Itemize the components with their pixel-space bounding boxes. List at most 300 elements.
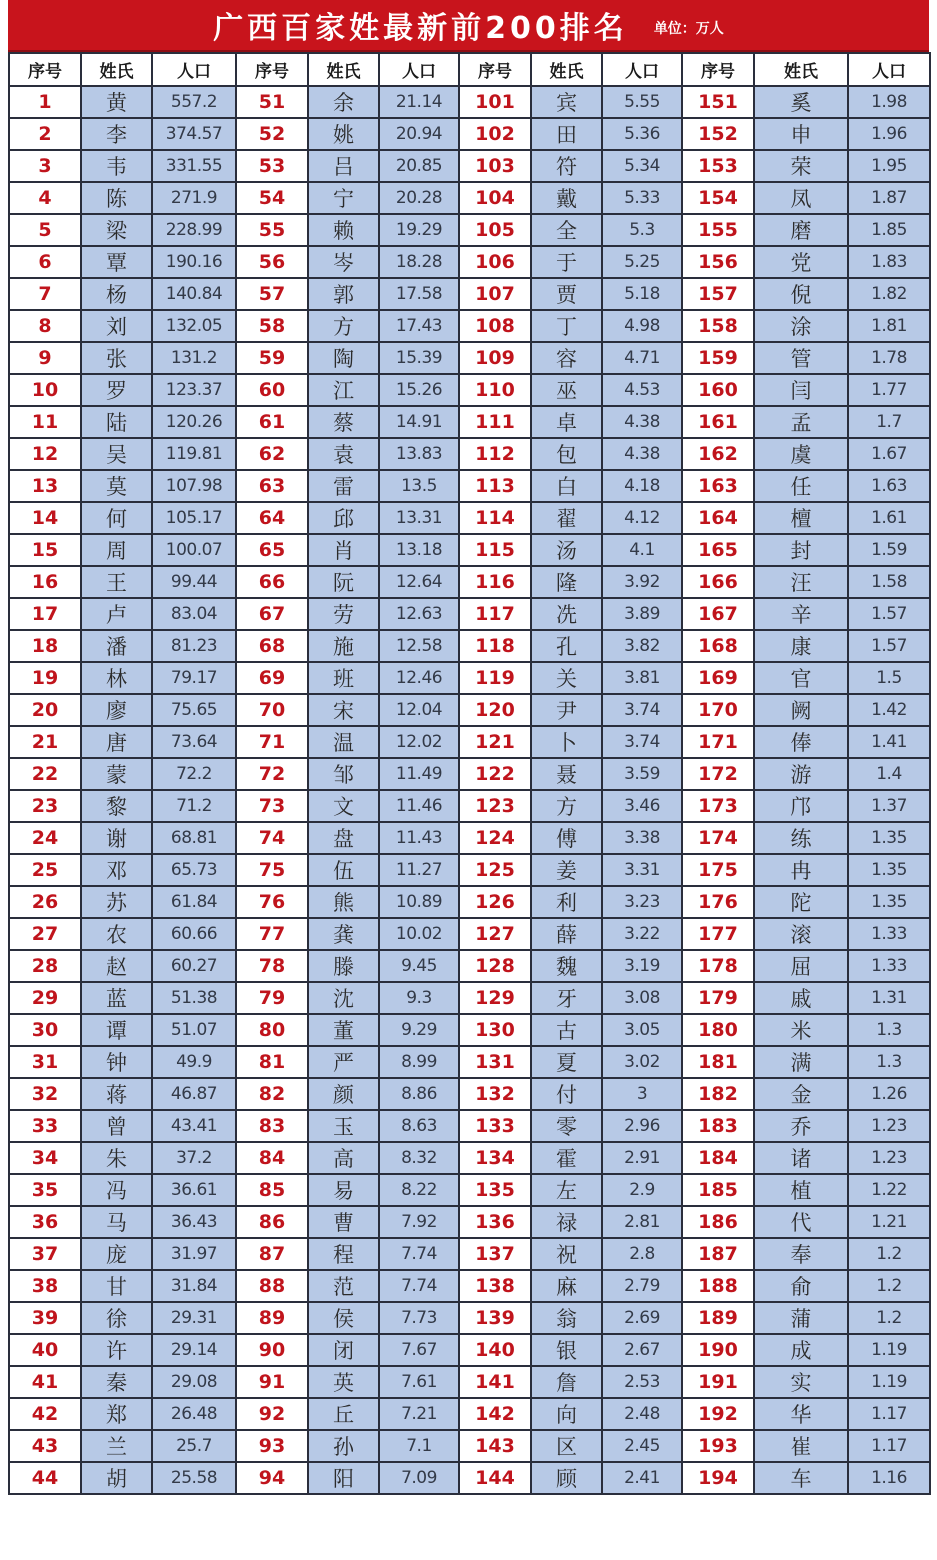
rank-cell: 88 <box>236 1270 308 1302</box>
rank-cell: 60 <box>236 374 308 406</box>
population-cell: 3.02 <box>602 1046 682 1078</box>
population-cell: 13.5 <box>379 470 459 502</box>
population-cell: 123.37 <box>152 374 236 406</box>
table-row <box>9 1462 930 1494</box>
surname-cell: 高 <box>308 1142 379 1174</box>
surname-cell: 姚 <box>308 118 379 150</box>
population-cell: 71.2 <box>152 790 236 822</box>
population-cell: 1.33 <box>848 918 930 950</box>
surname-cell: 易 <box>308 1174 379 1206</box>
surname-cell: 银 <box>531 1334 602 1366</box>
surname-cell: 黄 <box>81 86 152 118</box>
population-cell: 3.89 <box>602 598 682 630</box>
rank-cell: 66 <box>236 566 308 598</box>
population-cell: 20.94 <box>379 118 459 150</box>
surname-cell: 班 <box>308 662 379 694</box>
surname-cell: 戚 <box>754 982 848 1014</box>
rank-cell: 2 <box>9 118 81 150</box>
table-row <box>9 630 930 662</box>
surname-cell: 陶 <box>308 342 379 374</box>
rank-cell: 160 <box>682 374 754 406</box>
surname-cell: 卓 <box>531 406 602 438</box>
population-cell: 4.38 <box>602 438 682 470</box>
population-cell: 1.16 <box>848 1462 930 1494</box>
rank-cell: 12 <box>9 438 81 470</box>
surname-cell: 申 <box>754 118 848 150</box>
rank-cell: 151 <box>682 86 754 118</box>
surname-cell: 凤 <box>754 182 848 214</box>
rank-cell: 53 <box>236 150 308 182</box>
rank-cell: 37 <box>9 1238 81 1270</box>
surname-cell: 张 <box>81 342 152 374</box>
table-row <box>9 918 930 950</box>
rank-cell: 168 <box>682 630 754 662</box>
rank-cell: 167 <box>682 598 754 630</box>
rank-cell: 153 <box>682 150 754 182</box>
surname-cell: 雷 <box>308 470 379 502</box>
surname-cell: 符 <box>531 150 602 182</box>
table-row <box>9 1398 930 1430</box>
rank-cell: 184 <box>682 1142 754 1174</box>
surname-cell: 禄 <box>531 1206 602 1238</box>
table-row <box>9 662 930 694</box>
rank-cell: 106 <box>459 246 531 278</box>
surname-cell: 盘 <box>308 822 379 854</box>
rank-cell: 54 <box>236 182 308 214</box>
rank-cell: 158 <box>682 310 754 342</box>
surname-cell: 奚 <box>754 86 848 118</box>
rank-cell: 133 <box>459 1110 531 1142</box>
population-cell: 1.35 <box>848 886 930 918</box>
surname-cell: 涂 <box>754 310 848 342</box>
surname-cell: 于 <box>531 246 602 278</box>
surname-cell: 卢 <box>81 598 152 630</box>
population-cell: 8.22 <box>379 1174 459 1206</box>
rank-cell: 176 <box>682 886 754 918</box>
population-cell: 1.41 <box>848 726 930 758</box>
population-cell: 132.05 <box>152 310 236 342</box>
rank-cell: 72 <box>236 758 308 790</box>
population-cell: 9.45 <box>379 950 459 982</box>
rank-cell: 21 <box>9 726 81 758</box>
surname-cell: 冯 <box>81 1174 152 1206</box>
surname-cell: 颜 <box>308 1078 379 1110</box>
table-row <box>9 758 930 790</box>
rank-cell: 18 <box>9 630 81 662</box>
population-cell: 8.99 <box>379 1046 459 1078</box>
rank-cell: 174 <box>682 822 754 854</box>
population-cell: 7.92 <box>379 1206 459 1238</box>
rank-cell: 112 <box>459 438 531 470</box>
rank-cell: 19 <box>9 662 81 694</box>
population-cell: 1.83 <box>848 246 930 278</box>
rank-cell: 23 <box>9 790 81 822</box>
table-row <box>9 982 930 1014</box>
rank-cell: 159 <box>682 342 754 374</box>
rank-cell: 67 <box>236 598 308 630</box>
population-cell: 4.71 <box>602 342 682 374</box>
surname-cell: 古 <box>531 1014 602 1046</box>
table-row <box>9 1366 930 1398</box>
rank-cell: 13 <box>9 470 81 502</box>
population-cell: 12.64 <box>379 566 459 598</box>
surname-cell: 康 <box>754 630 848 662</box>
table-row <box>9 1430 930 1462</box>
surname-cell: 马 <box>81 1206 152 1238</box>
rank-cell: 114 <box>459 502 531 534</box>
population-cell: 26.48 <box>152 1398 236 1430</box>
population-cell: 1.31 <box>848 982 930 1014</box>
surname-cell: 邹 <box>308 758 379 790</box>
rank-cell: 169 <box>682 662 754 694</box>
surname-cell: 熊 <box>308 886 379 918</box>
surname-cell: 俞 <box>754 1270 848 1302</box>
population-cell: 1.3 <box>848 1014 930 1046</box>
population-cell: 105.17 <box>152 502 236 534</box>
surname-cell: 李 <box>81 118 152 150</box>
surname-cell: 沈 <box>308 982 379 1014</box>
rank-cell: 14 <box>9 502 81 534</box>
table-row <box>9 822 930 854</box>
surname-cell: 英 <box>308 1366 379 1398</box>
surname-cell: 冼 <box>531 598 602 630</box>
rank-cell: 181 <box>682 1046 754 1078</box>
rank-cell: 105 <box>459 214 531 246</box>
population-cell: 7.74 <box>379 1238 459 1270</box>
population-cell: 1.2 <box>848 1302 930 1334</box>
rank-cell: 43 <box>9 1430 81 1462</box>
population-cell: 7.09 <box>379 1462 459 1494</box>
surname-cell: 包 <box>531 438 602 470</box>
population-cell: 1.67 <box>848 438 930 470</box>
surname-cell: 封 <box>754 534 848 566</box>
table-row <box>9 502 930 534</box>
rank-cell: 78 <box>236 950 308 982</box>
rank-cell: 83 <box>236 1110 308 1142</box>
column-header-rank: 序号 <box>459 53 531 86</box>
table-row <box>9 406 930 438</box>
population-cell: 2.48 <box>602 1398 682 1430</box>
rank-cell: 124 <box>459 822 531 854</box>
population-cell: 2.41 <box>602 1462 682 1494</box>
table-row <box>9 566 930 598</box>
rank-cell: 143 <box>459 1430 531 1462</box>
rank-cell: 194 <box>682 1462 754 1494</box>
population-cell: 3.19 <box>602 950 682 982</box>
population-cell: 7.21 <box>379 1398 459 1430</box>
rank-cell: 172 <box>682 758 754 790</box>
population-cell: 17.43 <box>379 310 459 342</box>
rank-cell: 132 <box>459 1078 531 1110</box>
population-cell: 271.9 <box>152 182 236 214</box>
surname-cell: 韦 <box>81 150 152 182</box>
rank-cell: 29 <box>9 982 81 1014</box>
population-cell: 31.84 <box>152 1270 236 1302</box>
rank-cell: 51 <box>236 86 308 118</box>
column-header-population: 人口 <box>152 53 236 86</box>
surname-cell: 区 <box>531 1430 602 1462</box>
rank-cell: 35 <box>9 1174 81 1206</box>
surname-cell: 邱 <box>308 502 379 534</box>
surname-cell: 俸 <box>754 726 848 758</box>
population-cell: 75.65 <box>152 694 236 726</box>
surname-cell: 陀 <box>754 886 848 918</box>
rank-cell: 102 <box>459 118 531 150</box>
surname-cell: 胡 <box>81 1462 152 1494</box>
population-cell: 190.16 <box>152 246 236 278</box>
surname-cell: 庞 <box>81 1238 152 1270</box>
surname-cell: 林 <box>81 662 152 694</box>
surname-cell: 黎 <box>81 790 152 822</box>
population-cell: 1.23 <box>848 1110 930 1142</box>
rank-cell: 8 <box>9 310 81 342</box>
surname-cell: 磨 <box>754 214 848 246</box>
population-cell: 2.53 <box>602 1366 682 1398</box>
rank-cell: 128 <box>459 950 531 982</box>
surname-cell: 宋 <box>308 694 379 726</box>
surname-cell: 许 <box>81 1334 152 1366</box>
population-cell: 51.38 <box>152 982 236 1014</box>
population-cell: 36.61 <box>152 1174 236 1206</box>
population-cell: 119.81 <box>152 438 236 470</box>
surname-cell: 关 <box>531 662 602 694</box>
table-row <box>9 1142 930 1174</box>
rank-cell: 156 <box>682 246 754 278</box>
surname-cell: 阮 <box>308 566 379 598</box>
table-header-row <box>9 53 930 86</box>
surname-cell: 零 <box>531 1110 602 1142</box>
population-cell: 1.87 <box>848 182 930 214</box>
rank-cell: 82 <box>236 1078 308 1110</box>
population-cell: 228.99 <box>152 214 236 246</box>
surname-cell: 何 <box>81 502 152 534</box>
population-cell: 1.17 <box>848 1430 930 1462</box>
surname-cell: 官 <box>754 662 848 694</box>
population-cell: 12.46 <box>379 662 459 694</box>
population-cell: 557.2 <box>152 86 236 118</box>
rank-cell: 193 <box>682 1430 754 1462</box>
surname-cell: 孔 <box>531 630 602 662</box>
surname-cell: 甘 <box>81 1270 152 1302</box>
population-cell: 10.02 <box>379 918 459 950</box>
rank-cell: 131 <box>459 1046 531 1078</box>
surname-cell: 覃 <box>81 246 152 278</box>
surname-cell: 实 <box>754 1366 848 1398</box>
page-title: 广西百家姓最新前200排名 <box>213 11 628 46</box>
rank-cell: 157 <box>682 278 754 310</box>
rank-cell: 120 <box>459 694 531 726</box>
table-row <box>9 1334 930 1366</box>
rank-cell: 84 <box>236 1142 308 1174</box>
surname-cell: 奉 <box>754 1238 848 1270</box>
population-cell: 1.5 <box>848 662 930 694</box>
surname-cell: 邓 <box>81 854 152 886</box>
rank-cell: 171 <box>682 726 754 758</box>
surname-cell: 左 <box>531 1174 602 1206</box>
population-cell: 21.14 <box>379 86 459 118</box>
population-cell: 120.26 <box>152 406 236 438</box>
population-cell: 1.7 <box>848 406 930 438</box>
surname-cell: 成 <box>754 1334 848 1366</box>
surname-cell: 徐 <box>81 1302 152 1334</box>
surname-cell: 麻 <box>531 1270 602 1302</box>
column-header-surname: 姓氏 <box>308 53 379 86</box>
rank-cell: 165 <box>682 534 754 566</box>
surname-cell: 刘 <box>81 310 152 342</box>
population-cell: 1.2 <box>848 1270 930 1302</box>
rank-cell: 62 <box>236 438 308 470</box>
table-row <box>9 246 930 278</box>
rank-cell: 52 <box>236 118 308 150</box>
population-cell: 51.07 <box>152 1014 236 1046</box>
surname-cell: 董 <box>308 1014 379 1046</box>
population-cell: 3.08 <box>602 982 682 1014</box>
rank-cell: 107 <box>459 278 531 310</box>
rank-cell: 33 <box>9 1110 81 1142</box>
population-cell: 9.29 <box>379 1014 459 1046</box>
rank-cell: 44 <box>9 1462 81 1494</box>
rank-cell: 17 <box>9 598 81 630</box>
surname-cell: 顾 <box>531 1462 602 1494</box>
surname-cell: 闭 <box>308 1334 379 1366</box>
population-cell: 19.29 <box>379 214 459 246</box>
surname-cell: 练 <box>754 822 848 854</box>
population-cell: 12.58 <box>379 630 459 662</box>
column-header-population: 人口 <box>379 53 459 86</box>
rank-cell: 26 <box>9 886 81 918</box>
population-cell: 1.58 <box>848 566 930 598</box>
rank-cell: 185 <box>682 1174 754 1206</box>
rank-cell: 91 <box>236 1366 308 1398</box>
surname-cell: 姜 <box>531 854 602 886</box>
surname-cell: 曾 <box>81 1110 152 1142</box>
rank-cell: 11 <box>9 406 81 438</box>
column-header-surname: 姓氏 <box>754 53 848 86</box>
table-row <box>9 342 930 374</box>
population-cell: 1.37 <box>848 790 930 822</box>
table-row <box>9 1302 930 1334</box>
population-cell: 7.73 <box>379 1302 459 1334</box>
population-cell: 3.05 <box>602 1014 682 1046</box>
population-cell: 5.55 <box>602 86 682 118</box>
surname-cell: 袁 <box>308 438 379 470</box>
population-cell: 11.27 <box>379 854 459 886</box>
surname-cell: 虞 <box>754 438 848 470</box>
rank-cell: 182 <box>682 1078 754 1110</box>
population-cell: 1.33 <box>848 950 930 982</box>
population-cell: 7.74 <box>379 1270 459 1302</box>
surname-cell: 钟 <box>81 1046 152 1078</box>
population-cell: 12.02 <box>379 726 459 758</box>
rank-cell: 22 <box>9 758 81 790</box>
surname-cell: 容 <box>531 342 602 374</box>
population-cell: 4.38 <box>602 406 682 438</box>
surname-cell: 崔 <box>754 1430 848 1462</box>
population-cell: 81.23 <box>152 630 236 662</box>
population-cell: 17.58 <box>379 278 459 310</box>
surname-cell: 汪 <box>754 566 848 598</box>
rank-cell: 108 <box>459 310 531 342</box>
population-cell: 1.17 <box>848 1398 930 1430</box>
surname-cell: 曹 <box>308 1206 379 1238</box>
surname-cell: 蒙 <box>81 758 152 790</box>
population-cell: 4.1 <box>602 534 682 566</box>
population-cell: 3.81 <box>602 662 682 694</box>
surname-cell: 唐 <box>81 726 152 758</box>
population-cell: 25.7 <box>152 1430 236 1462</box>
population-cell: 68.81 <box>152 822 236 854</box>
rank-cell: 92 <box>236 1398 308 1430</box>
population-cell: 3.59 <box>602 758 682 790</box>
population-cell: 1.95 <box>848 150 930 182</box>
rank-cell: 94 <box>236 1462 308 1494</box>
table-row <box>9 438 930 470</box>
population-cell: 29.14 <box>152 1334 236 1366</box>
population-cell: 4.53 <box>602 374 682 406</box>
surname-cell: 郑 <box>81 1398 152 1430</box>
surname-cell: 向 <box>531 1398 602 1430</box>
rank-cell: 125 <box>459 854 531 886</box>
population-cell: 73.64 <box>152 726 236 758</box>
surname-cell: 梁 <box>81 214 152 246</box>
population-cell: 3.31 <box>602 854 682 886</box>
unit-label: 单位：万人 <box>653 21 724 37</box>
population-cell: 37.2 <box>152 1142 236 1174</box>
rank-cell: 141 <box>459 1366 531 1398</box>
surname-cell: 宁 <box>308 182 379 214</box>
population-cell: 46.87 <box>152 1078 236 1110</box>
table-row <box>9 182 930 214</box>
population-cell: 3.46 <box>602 790 682 822</box>
surname-cell: 付 <box>531 1078 602 1110</box>
surname-cell: 白 <box>531 470 602 502</box>
table-row <box>9 278 930 310</box>
rank-cell: 104 <box>459 182 531 214</box>
population-cell: 1.23 <box>848 1142 930 1174</box>
rank-cell: 75 <box>236 854 308 886</box>
rank-cell: 191 <box>682 1366 754 1398</box>
population-cell: 1.19 <box>848 1334 930 1366</box>
rank-cell: 59 <box>236 342 308 374</box>
surname-cell: 詹 <box>531 1366 602 1398</box>
rank-cell: 186 <box>682 1206 754 1238</box>
population-cell: 1.57 <box>848 598 930 630</box>
population-cell: 1.96 <box>848 118 930 150</box>
surname-cell: 米 <box>754 1014 848 1046</box>
population-cell: 1.57 <box>848 630 930 662</box>
rank-cell: 57 <box>236 278 308 310</box>
rank-cell: 6 <box>9 246 81 278</box>
rank-cell: 25 <box>9 854 81 886</box>
rank-cell: 192 <box>682 1398 754 1430</box>
population-cell: 2.9 <box>602 1174 682 1206</box>
surname-cell: 田 <box>531 118 602 150</box>
surname-cell: 余 <box>308 86 379 118</box>
surname-cell: 严 <box>308 1046 379 1078</box>
surname-cell: 植 <box>754 1174 848 1206</box>
population-cell: 5.25 <box>602 246 682 278</box>
table-row <box>9 374 930 406</box>
table-row <box>9 1110 930 1142</box>
rank-cell: 177 <box>682 918 754 950</box>
rank-cell: 155 <box>682 214 754 246</box>
population-cell: 1.63 <box>848 470 930 502</box>
population-cell: 2.8 <box>602 1238 682 1270</box>
rank-cell: 142 <box>459 1398 531 1430</box>
population-cell: 49.9 <box>152 1046 236 1078</box>
rank-cell: 74 <box>236 822 308 854</box>
column-header-rank: 序号 <box>236 53 308 86</box>
